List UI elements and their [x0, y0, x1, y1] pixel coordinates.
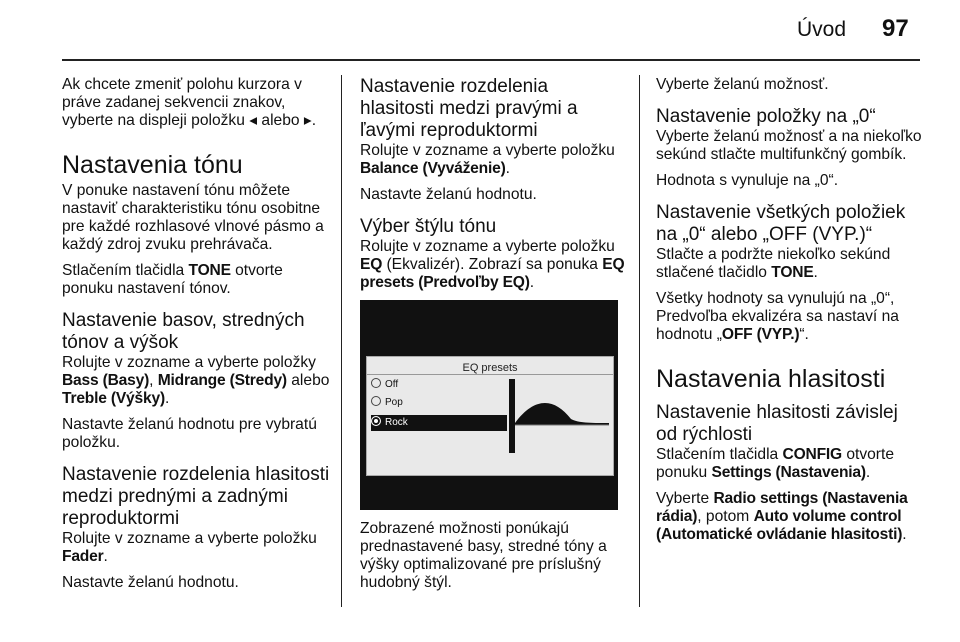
- display-screen: [360, 300, 618, 510]
- column-left: [62, 76, 330, 600]
- heading-tone-style: Výber štýlu tónu: [360, 216, 497, 237]
- heading-fader: Nastavenie rozdelenia hlasitosti medzi prednými a zadnými reproduktormi: [62, 464, 330, 529]
- paragraph: Vyberte želanú možnosť.: [656, 76, 829, 93]
- paragraph: Nastavte želanú hodnotu pre vybratú položku.: [62, 416, 317, 451]
- paragraph: Vyberte želanú možnosť a na niekoľko sekúnd stlačte multifunkčný gombík.: [656, 128, 922, 163]
- paragraph: Nastavte želanú hodnotu.: [360, 186, 537, 203]
- header-rule: [62, 59, 920, 61]
- paragraph: Hodnota s vynuluje na „0“.: [656, 172, 839, 189]
- paragraph: Stlačením tlačidla CONFIG otvorte ponuku Settings (Nastavenia).: [656, 446, 895, 481]
- heading-tone-settings: Nastavenia tónu: [62, 151, 243, 179]
- paragraph: Rolujte v zozname a vyberte položku Fader.: [62, 530, 317, 565]
- eq-curve-icon: [509, 379, 609, 453]
- heading-balance: Nastavenie rozdelenia hlasitosti medzi pravými a ľavými reproduktormi: [360, 76, 578, 141]
- radio-selected-icon: [371, 416, 381, 426]
- eq-presets-screenshot: [360, 300, 618, 520]
- radio-icon: [371, 378, 381, 388]
- paragraph: Ak chcete zmeniť polohu kurzora v práve zadanej sekvencii znakov, vyberte na displeji položku ◂ alebo ▸.: [62, 76, 317, 129]
- preset-option-off[interactable]: Off: [371, 377, 507, 393]
- heading-volume-settings: Nastavenia hlasitosti: [656, 365, 886, 393]
- divider: [367, 374, 613, 375]
- figure-caption: Zobrazené možnosti ponúkajú prednastavené basy, stredné tóny a výšky optimalizované pre príslušný hudobný štýl.: [360, 520, 607, 591]
- radio-icon: [371, 396, 381, 406]
- paragraph: Nastavte želanú hodnotu.: [62, 574, 239, 591]
- heading-speed-volume: Nastavenie hlasitosti závislej od rýchlosti: [656, 402, 898, 445]
- eq-presets-panel: [366, 356, 614, 476]
- section-title: Úvod: [797, 18, 847, 41]
- page-header: [0, 0, 960, 60]
- paragraph: Rolujte v zozname a vyberte položku Balance (Vyváženie).: [360, 142, 615, 177]
- column-middle: [360, 76, 626, 600]
- column-divider: [639, 75, 640, 607]
- column-right: [656, 76, 922, 552]
- column-divider: [341, 75, 342, 607]
- panel-title: EQ presets: [462, 362, 518, 374]
- paragraph: Stlačením tlačidla TONE otvorte ponuku nastavení tónov.: [62, 262, 283, 297]
- page-number: 97: [882, 15, 909, 42]
- preset-option-pop[interactable]: Pop: [371, 395, 507, 411]
- paragraph: Stlačte a podržte niekoľko sekúnd stlačené tlačidlo TONE.: [656, 246, 891, 281]
- paragraph: Všetky hodnoty sa vynulujú na „0“, Predvoľba ekvalizéra sa nastaví na hodnotu „OFF (VYP.)“.: [656, 290, 899, 343]
- paragraph: Rolujte v zozname a vyberte položky Bass (Basy), Midrange (Stredy) alebo Treble (Výšky).: [62, 354, 330, 407]
- paragraph: Vyberte Radio settings (Nastavenia rádia), potom Auto volume control (Automatické ovládanie hlasitosti).: [656, 490, 908, 543]
- paragraph: Rolujte v zozname a vyberte položku EQ (Ekvalizér). Zobrazí sa ponuka EQ presets (Predvoľby EQ).: [360, 238, 625, 291]
- paragraph: V ponuke nastavení tónu môžete nastaviť charakteristiku tónu osobitne pre každé rozhlasové vlnové pásmo a každý zdroj zvuku prehrávača.: [62, 182, 324, 253]
- button-ref-tone: TONE: [188, 262, 231, 279]
- heading-reset-item: Nastavenie položky na „0“: [656, 106, 876, 127]
- preset-option-rock[interactable]: Rock: [371, 415, 507, 431]
- heading-bass-mid-treble: Nastavenie basov, stredných tónov a výšok: [62, 310, 305, 353]
- heading-reset-all: Nastavenie všetkých položiek na „0“ alebo „OFF (VYP.)“: [656, 202, 906, 245]
